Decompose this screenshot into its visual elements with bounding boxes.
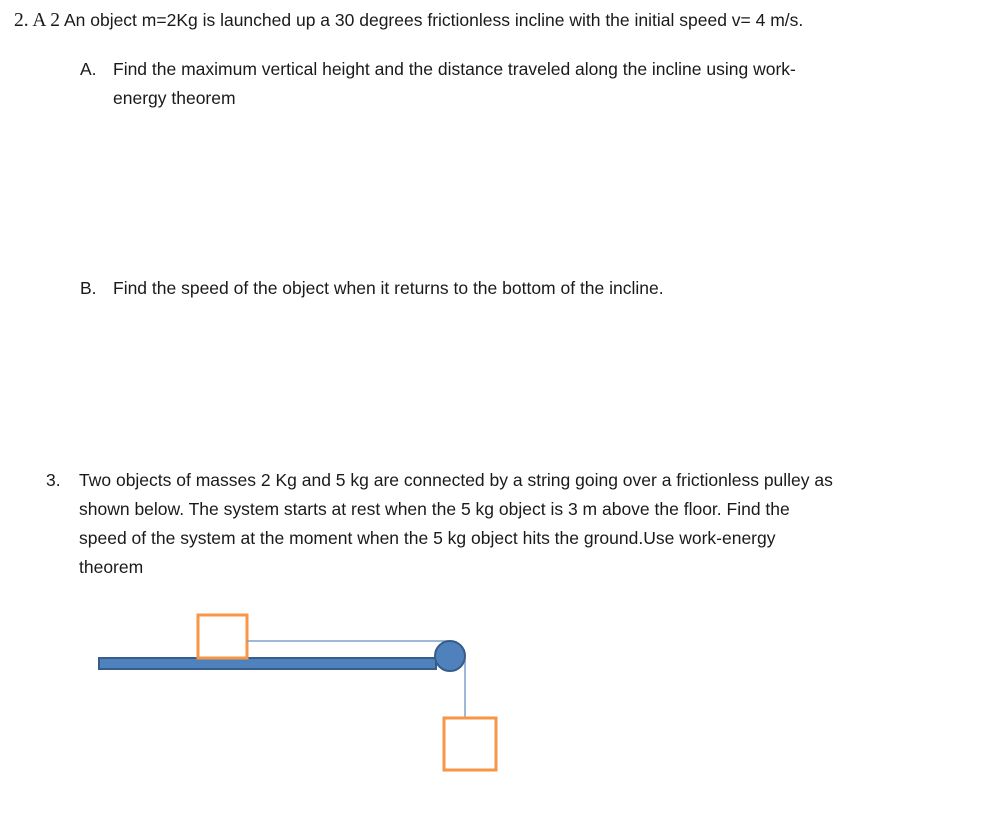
part-b-text: Find the speed of the object when it returns to the bottom of the incline.	[113, 278, 664, 298]
question-2-number: 2. A 2	[14, 10, 61, 31]
part-a-label: A.	[80, 59, 97, 79]
table-surface	[99, 658, 436, 669]
pulley-diagram	[0, 600, 990, 836]
question-3-label: 3.	[46, 470, 61, 490]
block-5kg	[444, 718, 496, 770]
question-3-line4: theorem	[79, 557, 144, 577]
question-2-stem	[14, 6, 803, 35]
question-2-text: An object m=2Kg is launched up a 30 degrees frictionless incline with the initial speed v= 4 m/s.	[60, 10, 804, 30]
block-2kg	[198, 615, 247, 658]
pulley-wheel	[435, 641, 465, 671]
question-3-line1: Two objects of masses 2 Kg and 5 kg are connected by a string going over a frictionless pulley as	[79, 470, 833, 490]
part-a-line1: Find the maximum vertical height and the distance traveled along the incline using work-	[113, 59, 796, 79]
question-3-line3: speed of the system at the moment when the 5 kg object hits the ground.Use work-energy	[79, 528, 776, 548]
part-b-label: B.	[80, 278, 97, 298]
part-a-line2: energy theorem	[113, 88, 236, 108]
question-3-line2: shown below. The system starts at rest when the 5 kg object is 3 m above the floor. Find the	[79, 499, 790, 519]
